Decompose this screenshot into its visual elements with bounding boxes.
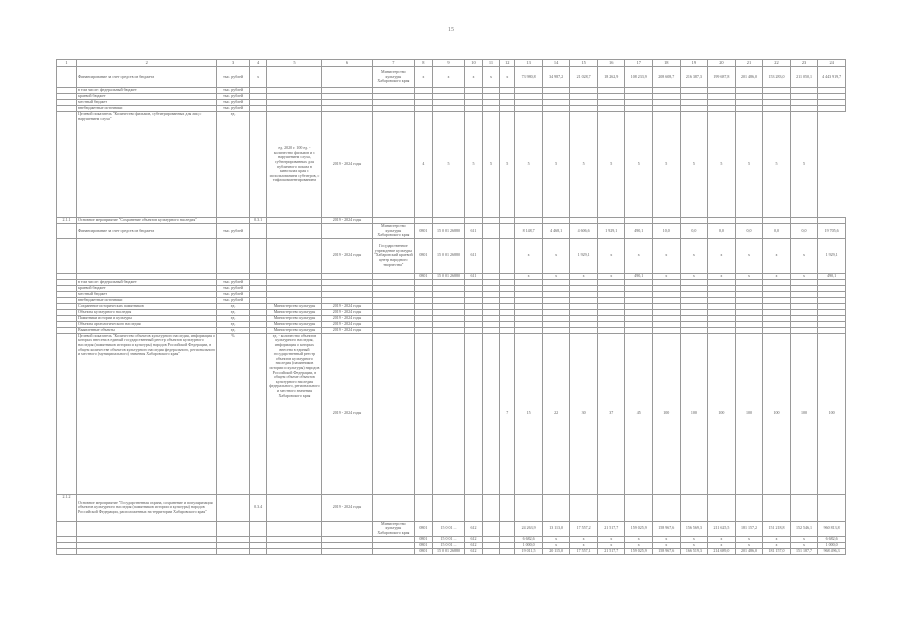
row-label: Объекты культурного наследия <box>77 309 217 315</box>
code-cell: 15 0 01 26880 <box>432 224 465 239</box>
code-cell: 0801 <box>415 521 433 536</box>
value-cell: 100 <box>708 333 736 494</box>
value-cell: 5 <box>465 112 483 218</box>
value-cell: 21 517,7 <box>597 521 625 536</box>
value-cell: 5 <box>515 112 543 218</box>
value-cell: 20 115,0 <box>542 548 570 554</box>
value-cell: 0,0 <box>708 224 736 239</box>
code-cell: 15 0 01 ... <box>432 542 465 548</box>
value-cell: х <box>542 238 570 273</box>
value-cell: х <box>625 238 653 273</box>
column-number: 22 <box>763 60 791 67</box>
value-cell: х <box>597 238 625 273</box>
value-cell: х <box>763 273 791 279</box>
column-number: 23 <box>790 60 818 67</box>
value-cell: х <box>570 536 598 542</box>
value-cell: х <box>680 238 708 273</box>
code-cell: 0801 <box>415 273 433 279</box>
value-cell: х <box>570 273 598 279</box>
value-cell: х <box>680 536 708 542</box>
row-label: Выявленные объекты <box>77 327 217 333</box>
value-cell: 17 557,2 <box>570 521 598 536</box>
value-cell: х <box>625 536 653 542</box>
value-cell: х <box>708 273 736 279</box>
code-cell: 0.3.4 <box>249 494 267 521</box>
value-cell: 4 443 919,7 <box>818 67 846 88</box>
row-label: местный бюджет <box>77 291 217 297</box>
code-cell: х <box>482 67 500 88</box>
code-cell: 15 0 01 ... <box>432 536 465 542</box>
column-number: 12 <box>500 60 515 67</box>
executor-cell: Государственное учреждение культуры "Хабаровский краевой центр народного творчества" <box>372 238 415 273</box>
value-cell: 24 263,9 <box>515 521 543 536</box>
value-cell: 5 <box>653 112 681 218</box>
column-number: 16 <box>597 60 625 67</box>
value-cell: 10,0 <box>653 224 681 239</box>
executor-cell: Министерство культуры <box>267 303 322 309</box>
value-cell: 100 <box>763 333 791 494</box>
value-cell: 5 <box>570 112 598 218</box>
value-cell: 5 <box>680 112 708 218</box>
indicator-description: ед. - количество объектов культурного наследия, информация о которых внесена в единый государственный реестр объектов культурного наследия (памятников истории и культуры) народов Российской Федерации, в общем объеме объектов культурного наследия федерального, регионального и местного значения Хабаровского края <box>267 333 322 494</box>
code-cell: 0801 <box>415 548 433 554</box>
value-cell: 211 625,5 <box>708 521 736 536</box>
code-cell: х <box>432 67 465 88</box>
value-cell: 1 929,1 <box>570 238 598 273</box>
value-cell: 73 980,8 <box>515 67 543 88</box>
unit-cell: тыс. рублей <box>217 88 250 94</box>
value-cell: 7 <box>500 333 515 494</box>
unit-cell: ед. <box>217 315 250 321</box>
page-number: 15 <box>448 27 454 33</box>
value-cell: х <box>708 542 736 548</box>
column-number: 13 <box>515 60 543 67</box>
value-cell: х <box>790 238 818 273</box>
value-cell: х <box>680 542 708 548</box>
unit-cell: тыс. рублей <box>217 291 250 297</box>
value-cell: 6 682,6 <box>515 536 543 542</box>
period-cell: 2019 - 2024 годы <box>322 327 372 333</box>
value-cell: 159 025,9 <box>625 548 653 554</box>
column-number: 21 <box>735 60 763 67</box>
code-cell: 611 <box>465 273 483 279</box>
value-cell: 100 <box>653 333 681 494</box>
value-cell: 968 496,3 <box>818 548 846 554</box>
unit-cell: тыс. рублей <box>217 279 250 285</box>
value-cell: 214 689,0 <box>708 548 736 554</box>
budget-table-sheet <box>56 59 846 579</box>
value-cell: х <box>515 238 543 273</box>
row-label: краевой бюджет <box>77 94 217 100</box>
unit-cell: тыс. рублей <box>217 297 250 303</box>
value-cell: х <box>597 542 625 548</box>
value-cell: х <box>763 542 791 548</box>
value-cell: х <box>790 536 818 542</box>
period-cell: 2019 - 2024 годы <box>322 494 372 521</box>
column-number: 24 <box>818 60 846 67</box>
column-number: 17 <box>625 60 653 67</box>
executor-cell: Министерство культуры <box>267 315 322 321</box>
value-cell: х <box>763 536 791 542</box>
executor-cell: Министерство культуры Хабаровского края <box>372 67 415 88</box>
value-cell: 490,1 <box>625 224 653 239</box>
executor-cell: Министерство культуры <box>267 321 322 327</box>
executor-cell: Министерство культуры Хабаровского края <box>372 224 415 239</box>
value-cell: 153 283,0 <box>763 67 791 88</box>
unit-cell: тыс. рублей <box>217 67 250 88</box>
row-label: Сохранение исторических памятников <box>77 303 217 309</box>
unit-cell: ед. <box>217 303 250 309</box>
value-cell: х <box>597 536 625 542</box>
value-cell: х <box>735 273 763 279</box>
period-cell: 2019 - 2024 годы <box>322 333 372 494</box>
value-cell: 100 <box>790 333 818 494</box>
value-cell: 5 <box>542 112 570 218</box>
value-cell: 5 <box>432 112 465 218</box>
value-cell: х <box>542 273 570 279</box>
value-cell: 18 262,9 <box>597 67 625 88</box>
column-number: 3 <box>217 60 250 67</box>
value-cell: 1 929,1 <box>597 224 625 239</box>
column-number-row <box>57 60 846 67</box>
value-cell: 0,0 <box>680 224 708 239</box>
value-cell: 158 967,6 <box>653 548 681 554</box>
value-cell: 490,1 <box>818 273 846 279</box>
value-cell: 1 000,0 <box>515 542 543 548</box>
table-row <box>57 333 846 494</box>
code-cell: х <box>415 67 433 88</box>
period-cell: 2019 - 2024 годы <box>322 309 372 315</box>
period-cell: 2019 - 2024 годы <box>322 218 372 224</box>
value-cell: 19 011,5 <box>515 548 543 554</box>
executor-cell: Министерство культуры <box>267 327 322 333</box>
code-cell: 612 <box>465 542 483 548</box>
table-row <box>57 521 846 536</box>
code-cell: 612 <box>465 521 483 536</box>
value-cell: 4 <box>415 112 433 218</box>
column-number: 5 <box>267 60 322 67</box>
value-cell: 13 113,0 <box>542 521 570 536</box>
value-cell: х <box>680 273 708 279</box>
value-cell: 5 <box>708 112 736 218</box>
value-cell: 5 <box>735 112 763 218</box>
row-label: краевой бюджет <box>77 285 217 291</box>
row-label: Целевой показатель "Количество фильмов, субтитрированных для лиц с нарушением слуха" <box>77 112 217 218</box>
value-cell: 181 157,2 <box>735 521 763 536</box>
executor-cell: Министерство культуры Хабаровского края <box>372 521 415 536</box>
value-cell: 4 468,1 <box>542 224 570 239</box>
unit-cell: тыс. рублей <box>217 224 250 239</box>
unit-cell: ед. <box>217 309 250 315</box>
unit-cell: тыс. рублей <box>217 94 250 100</box>
code-cell: х <box>465 67 483 88</box>
value-cell: 100 <box>735 333 763 494</box>
value-cell: 166 519,3 <box>680 548 708 554</box>
item-number: 2.1.2 <box>57 494 77 521</box>
unit-cell: ед. <box>217 321 250 327</box>
period-cell: 2019 - 2024 годы <box>322 315 372 321</box>
column-number: 20 <box>708 60 736 67</box>
code-cell: 0801 <box>415 238 433 273</box>
value-cell: 5 <box>625 112 653 218</box>
column-number: 11 <box>482 60 500 67</box>
unit-cell: ед. <box>217 112 250 218</box>
value-cell: 100 <box>818 333 846 494</box>
code-cell: х <box>249 67 267 88</box>
column-number: 15 <box>570 60 598 67</box>
unit-cell: тыс. рублей <box>217 285 250 291</box>
code-cell: 15 0 01 26880 <box>432 273 465 279</box>
value-cell: 30 <box>570 333 598 494</box>
value-cell: 108 233,9 <box>625 67 653 88</box>
column-number: 6 <box>322 60 372 67</box>
column-number: 19 <box>680 60 708 67</box>
value-cell: 156 569,3 <box>680 521 708 536</box>
row-label: в том числе: федеральный бюджет <box>77 88 217 94</box>
unit-cell: ед. <box>217 327 250 333</box>
row-label: Финансирование за счет средств из бюджета <box>77 224 217 239</box>
value-cell: 21 028,7 <box>570 67 598 88</box>
table-row <box>57 112 846 218</box>
value-cell: х <box>542 536 570 542</box>
value-cell: х <box>653 542 681 548</box>
unit-cell: тыс. рублей <box>217 100 250 106</box>
value-cell: х <box>653 536 681 542</box>
period-cell: 2019 - 2024 годы <box>322 321 372 327</box>
code-cell: 15 0 01 ... <box>432 521 465 536</box>
value-cell: 960 813,8 <box>818 521 846 536</box>
column-number: 10 <box>465 60 483 67</box>
budget-table <box>56 59 846 555</box>
indicator-description: ед. 2020 г. 100 ед. - количество фильмов и с нарушением слуха, субтитрированных для публичного показа в кинозалах края с использованием субтитров, с тифлокомментированием <box>267 112 322 218</box>
value-cell: х <box>735 542 763 548</box>
value-cell: 201 486,0 <box>735 548 763 554</box>
value-cell: 152 546,1 <box>790 521 818 536</box>
value-cell: 208 608,7 <box>653 67 681 88</box>
code-cell: 612 <box>465 536 483 542</box>
column-number: 8 <box>415 60 433 67</box>
value-cell: 6 682,6 <box>818 536 846 542</box>
value-cell: 0,0 <box>735 224 763 239</box>
row-label: Памятники истории и культуры <box>77 315 217 321</box>
row-label: Основное мероприятие "Сохранение объектов культурного наследия" <box>77 218 217 224</box>
value-cell: 211 050,1 <box>790 67 818 88</box>
code-cell: 15 0 01 26880 <box>432 238 465 273</box>
value-cell: 5 <box>763 112 791 218</box>
value-cell: 34 987,2 <box>542 67 570 88</box>
code-cell: 0801 <box>415 542 433 548</box>
item-number: 2.1.1 <box>57 218 77 224</box>
table-row <box>57 548 846 554</box>
period-cell: 2019 - 2024 годы <box>322 303 372 309</box>
value-cell: 21 517,7 <box>597 548 625 554</box>
column-number: 1 <box>57 60 77 67</box>
row-label: Объекты археологического наследия <box>77 321 217 327</box>
table-row <box>57 238 846 273</box>
value-cell: х <box>790 273 818 279</box>
value-cell: х <box>763 238 791 273</box>
value-cell: 15 <box>515 333 543 494</box>
value-cell: 490,1 <box>625 273 653 279</box>
unit-cell: тыс. рублей <box>217 106 250 112</box>
code-cell: 611 <box>465 238 483 273</box>
row-label: Целевой показатель "Количество объектов культурного наследия, информация о которых внесена в единый государственный реестр объектов культурного наследия (памятников истории и культуры) народов Российской Федерации, в общем количестве объектов культурного наследия федерального, регионального и местного (муниципального) значения Хабаровского края" <box>77 333 217 494</box>
value-cell: 201 486,0 <box>735 67 763 88</box>
value-cell: х <box>735 536 763 542</box>
row-label: внебюджетные источники <box>77 297 217 303</box>
code-cell: х <box>500 67 515 88</box>
code-cell: 611 <box>465 224 483 239</box>
value-cell: 19 705,6 <box>818 224 846 239</box>
value-cell: х <box>653 238 681 273</box>
value-cell: х <box>625 542 653 548</box>
column-number: 2 <box>77 60 217 67</box>
value-cell: 0,0 <box>763 224 791 239</box>
row-label: Финансирование за счет средств из бюджета <box>77 67 217 88</box>
code-cell: 0801 <box>415 224 433 239</box>
row-label: в том числе: федеральный бюджет <box>77 279 217 285</box>
value-cell: 37 <box>597 333 625 494</box>
value-cell: х <box>708 238 736 273</box>
value-cell: х <box>735 238 763 273</box>
value-cell: 45 <box>625 333 653 494</box>
unit-cell: % <box>217 333 250 494</box>
value-cell: 5 <box>597 112 625 218</box>
value-cell: 8 148,7 <box>515 224 543 239</box>
column-number: 4 <box>249 60 267 67</box>
value-cell: 4 606,6 <box>570 224 598 239</box>
value-cell: х <box>653 273 681 279</box>
value-cell: 100 <box>680 333 708 494</box>
value-cell: 158 967,6 <box>653 521 681 536</box>
value-cell: 181 157,0 <box>763 548 791 554</box>
table-row <box>57 224 846 239</box>
code-cell: 0801 <box>415 536 433 542</box>
row-label: местный бюджет <box>77 100 217 106</box>
value-cell: х <box>708 536 736 542</box>
table-row <box>57 494 846 521</box>
value-cell: 151 187,7 <box>790 548 818 554</box>
value-cell: х <box>542 542 570 548</box>
value-cell: 216 387,3 <box>680 67 708 88</box>
value-cell: х <box>570 542 598 548</box>
value-cell: 151 218,8 <box>763 521 791 536</box>
value-cell: 5 <box>790 112 818 218</box>
column-number: 7 <box>372 60 415 67</box>
value-cell: 1 929,1 <box>818 238 846 273</box>
value-cell: 159 025,9 <box>625 521 653 536</box>
value-cell: 199 687,8 <box>708 67 736 88</box>
table-row <box>57 67 846 88</box>
row-label: Основное мероприятие "Государственная охрана, сохранение и популяризация объектов культурного наследия (памятников истории и культуры) народов Российской Федерации, расположенных на территории Хабаровского края" <box>77 494 217 521</box>
value-cell: 0,0 <box>790 224 818 239</box>
code-cell: 0.3.1 <box>249 218 267 224</box>
code-cell: 15 0 01 26880 <box>432 548 465 554</box>
value-cell: х <box>597 273 625 279</box>
column-number: 14 <box>542 60 570 67</box>
column-number: 18 <box>653 60 681 67</box>
period-cell: 2019 - 2024 годы <box>322 238 372 273</box>
code-cell: 612 <box>465 548 483 554</box>
period-cell: 2019 - 2024 годы <box>322 112 372 218</box>
value-cell: 5 <box>482 112 500 218</box>
row-label: внебюджетные источники <box>77 106 217 112</box>
value-cell: х <box>515 273 543 279</box>
value-cell: х <box>790 542 818 548</box>
value-cell: 17 557,1 <box>570 548 598 554</box>
value-cell: 22 <box>542 333 570 494</box>
value-cell: 1 000,0 <box>818 542 846 548</box>
column-number: 9 <box>432 60 465 67</box>
value-cell: 5 <box>500 112 515 218</box>
executor-cell: Министерство культуры <box>267 309 322 315</box>
